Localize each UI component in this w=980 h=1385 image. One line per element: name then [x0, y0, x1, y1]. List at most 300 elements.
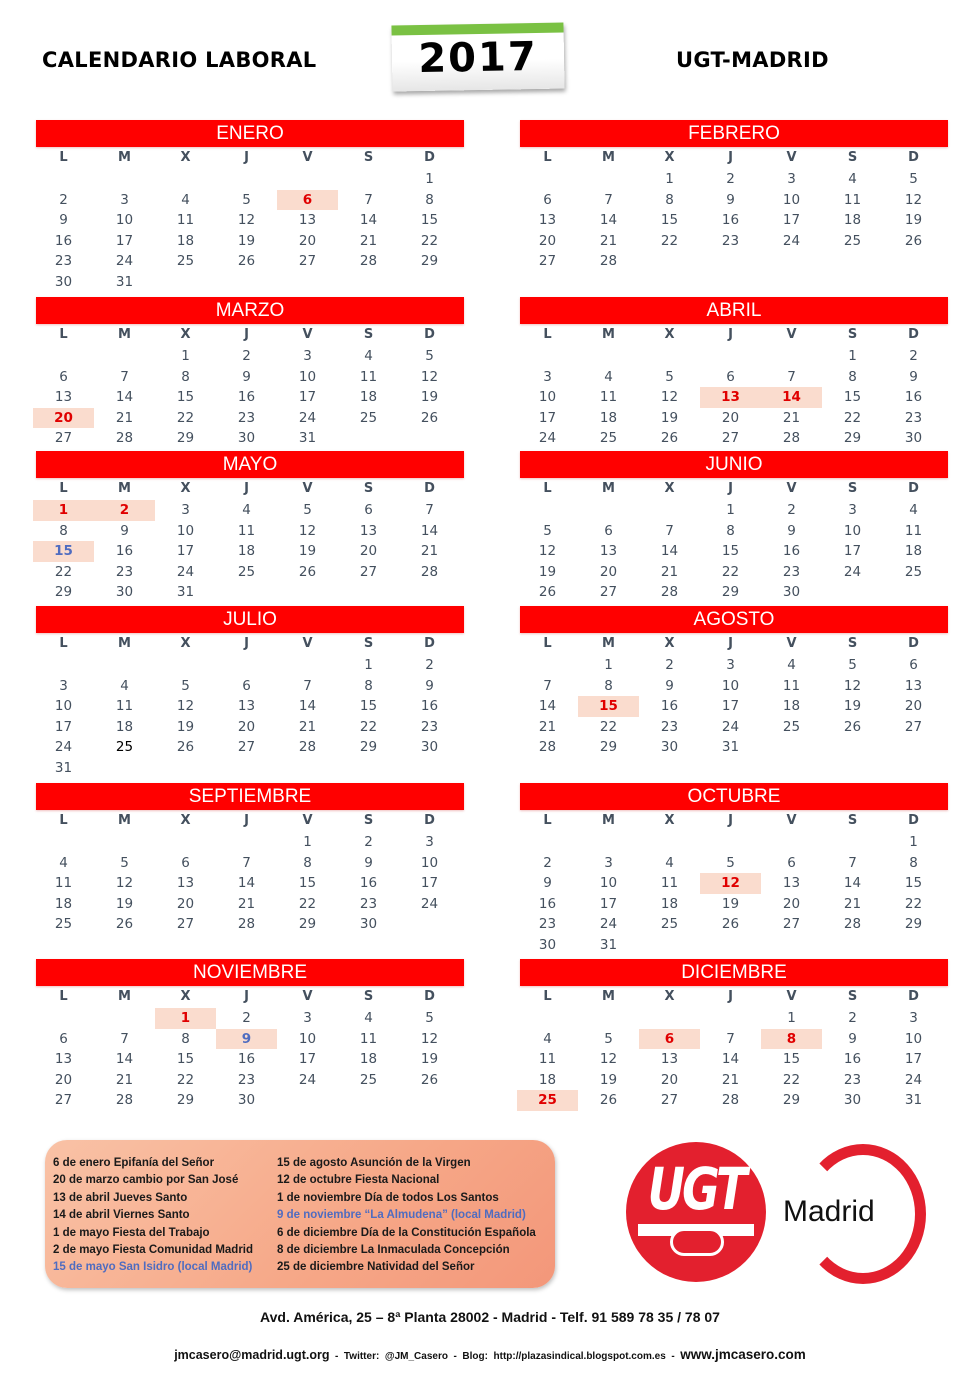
day-cell: 18 [599, 409, 618, 426]
month-title: MAYO [36, 451, 464, 478]
day-cell: 10 [298, 1030, 317, 1047]
day-cell: 27 [359, 563, 378, 580]
day-cell: 23 [721, 232, 740, 249]
day-cell: 12 [538, 543, 557, 559]
holiday-day-cell: 25 [517, 1090, 578, 1111]
day-cell: 9 [543, 875, 552, 891]
day-cell: 24 [176, 563, 195, 580]
day-cell: 3 [120, 191, 129, 208]
empty-cell [700, 832, 761, 853]
day-cell: 19 [843, 698, 862, 714]
day-cell: 16 [782, 543, 801, 559]
day-cell: 7 [543, 677, 552, 694]
day-cell: 24 [298, 409, 317, 426]
legend-local-holiday: 9 de noviembre “La Almudena” (local Madrid) [277, 1209, 526, 1222]
weekday-label: J [728, 989, 733, 1004]
day-cell: 26 [420, 409, 439, 426]
day-cell: 10 [54, 698, 73, 714]
day-cell: 18 [359, 1051, 378, 1067]
weekday-label: M [602, 636, 615, 651]
day-cell: 2 [909, 348, 918, 364]
day-cell: 4 [242, 502, 251, 518]
day-cell: 5 [604, 1030, 613, 1047]
day-cell: 5 [665, 368, 674, 385]
month-grid [517, 633, 948, 758]
weekday-label: D [424, 150, 435, 165]
month-title: DICIEMBRE [520, 959, 948, 986]
weekday-label: J [728, 813, 733, 828]
day-cell: 25 [843, 232, 862, 249]
empty-cell [578, 500, 639, 521]
day-cell: 12 [115, 875, 134, 891]
empty-cell [155, 832, 216, 853]
day-cell: 14 [721, 1051, 740, 1067]
day-cell: 16 [237, 389, 256, 405]
weekday-label: M [602, 989, 615, 1004]
day-cell: 27 [54, 430, 73, 446]
legend-holiday: 15 de agosto Asunción de la Virgen [277, 1157, 471, 1169]
footer-website-link[interactable]: www.jmcasero.com [680, 1347, 806, 1362]
day-cell: 28 [843, 916, 862, 932]
legend-holiday: 14 de abril Viernes Santo [53, 1209, 190, 1222]
day-cell: 28 [237, 916, 256, 932]
day-cell: 30 [420, 739, 439, 755]
weekday-label: D [424, 636, 435, 651]
day-cell: 21 [660, 563, 679, 580]
day-cell: 15 [176, 389, 195, 405]
weekday-label: L [543, 989, 552, 1004]
weekday-label: V [302, 813, 313, 828]
weekday-label: S [363, 150, 374, 165]
day-cell: 1 [787, 1010, 796, 1026]
day-cell: 28 [721, 1092, 740, 1108]
day-cell: 13 [904, 677, 923, 694]
day-cell: 6 [787, 854, 796, 871]
day-cell: 16 [721, 212, 740, 228]
empty-cell [94, 169, 155, 190]
day-cell: 17 [843, 543, 862, 559]
weekday-label: V [786, 636, 797, 651]
day-cell: 2 [726, 171, 735, 187]
legend-holiday: 25 de diciembre Natividad del Señor [277, 1261, 475, 1274]
day-cell: 11 [359, 1030, 378, 1047]
day-cell: 11 [237, 522, 256, 539]
holiday-day-cell: 12 [700, 873, 761, 894]
weekday-label: S [363, 813, 374, 828]
holiday-day-cell: 15 [578, 696, 639, 717]
day-cell: 31 [721, 739, 740, 755]
holiday-day-cell: 6 [277, 190, 338, 211]
day-cell: 7 [665, 522, 674, 539]
day-cell: 22 [599, 718, 618, 735]
day-cell: 17 [599, 895, 618, 912]
day-cell: 21 [599, 232, 618, 249]
day-cell: 17 [538, 409, 557, 426]
day-cell: 11 [660, 875, 679, 891]
day-cell: 17 [54, 718, 73, 735]
day-cell: 27 [176, 916, 195, 932]
weekday-label: S [847, 327, 858, 342]
day-cell: 15 [843, 389, 862, 405]
day-cell: 24 [904, 1071, 923, 1088]
day-cell: 7 [726, 1030, 735, 1047]
day-cell: 23 [538, 916, 557, 932]
day-cell: 24 [599, 916, 618, 932]
weekday-label: J [728, 327, 733, 342]
day-cell: 26 [660, 430, 679, 446]
day-cell: 2 [425, 657, 434, 673]
day-cell: 20 [660, 1071, 679, 1088]
day-cell: 3 [726, 657, 735, 673]
day-cell: 15 [660, 212, 679, 228]
month-title: FEBRERO [520, 120, 948, 147]
day-cell: 17 [298, 1051, 317, 1067]
day-cell: 27 [538, 253, 557, 269]
holiday-day-cell: 2 [94, 500, 155, 521]
month-title: AGOSTO [520, 606, 948, 633]
day-cell: 26 [843, 718, 862, 735]
day-cell: 8 [665, 191, 674, 208]
day-cell: 29 [176, 430, 195, 446]
month-diciembre [520, 959, 948, 1111]
weekday-label: D [908, 481, 919, 496]
weekday-label: D [908, 636, 919, 651]
day-cell: 18 [904, 543, 923, 559]
title-calendario-laboral: CALENDARIO LABORAL [42, 48, 317, 72]
empty-cell [338, 169, 399, 190]
day-cell: 14 [660, 543, 679, 559]
day-cell: 22 [176, 1071, 195, 1088]
empty-cell [277, 655, 338, 676]
weekday-label: D [908, 989, 919, 1004]
weekday-label: V [786, 327, 797, 342]
day-cell: 27 [599, 584, 618, 600]
day-cell: 23 [237, 409, 256, 426]
day-cell: 16 [54, 232, 73, 249]
day-cell: 23 [54, 253, 73, 269]
weekday-label: X [180, 150, 191, 165]
weekday-label: X [664, 327, 675, 342]
day-cell: 5 [181, 677, 190, 694]
weekday-label: D [424, 989, 435, 1004]
day-cell: 24 [115, 253, 134, 269]
empty-cell [33, 169, 94, 190]
day-cell: 9 [665, 677, 674, 694]
month-title: JUNIO [520, 451, 948, 478]
day-cell: 10 [176, 522, 195, 539]
day-cell: 7 [120, 1030, 129, 1047]
day-cell: 15 [420, 212, 439, 228]
day-cell: 20 [721, 409, 740, 426]
day-cell: 19 [237, 232, 256, 249]
local-holiday-day-cell: 15 [33, 541, 94, 562]
empty-cell [33, 655, 94, 676]
day-cell: 18 [359, 389, 378, 405]
month-title: ENERO [36, 120, 464, 147]
day-cell: 14 [420, 522, 439, 539]
day-cell: 1 [848, 348, 857, 364]
day-cell: 28 [660, 584, 679, 600]
empty-cell [33, 1008, 94, 1029]
day-cell: 9 [726, 191, 735, 208]
day-cell: 27 [298, 253, 317, 269]
weekday-label: X [180, 327, 191, 342]
day-cell: 24 [721, 718, 740, 735]
day-cell: 24 [843, 563, 862, 580]
empty-cell [33, 832, 94, 853]
weekday-label: X [180, 481, 191, 496]
day-cell: 22 [782, 1071, 801, 1088]
holidays-legend [45, 1140, 555, 1288]
day-cell: 3 [59, 677, 68, 694]
day-cell: 31 [54, 759, 73, 776]
separator: - [665, 1351, 681, 1362]
day-cell: 11 [176, 212, 195, 228]
day-cell: 19 [420, 1051, 439, 1067]
day-cell: 28 [599, 253, 618, 269]
separator: - [329, 1351, 344, 1362]
day-cell: 10 [420, 854, 439, 871]
empty-cell [277, 169, 338, 190]
weekday-label: J [244, 327, 249, 342]
day-cell: 8 [181, 368, 190, 385]
day-cell: 3 [303, 1010, 312, 1026]
footer-contact [0, 1346, 980, 1364]
month-title: SEPTIEMBRE [36, 783, 464, 810]
weekday-label: J [244, 636, 249, 651]
weekday-label: L [59, 813, 68, 828]
day-cell: 22 [298, 895, 317, 912]
handshake-icon [670, 1228, 724, 1256]
day-cell: 22 [359, 718, 378, 735]
day-cell: 7 [787, 368, 796, 385]
day-cell: 4 [604, 368, 613, 385]
day-cell: 31 [115, 273, 134, 290]
day-cell: 3 [181, 502, 190, 518]
day-cell: 26 [904, 232, 923, 249]
empty-cell [94, 655, 155, 676]
day-cell: 14 [599, 212, 618, 228]
day-cell: 6 [543, 191, 552, 208]
day-cell: 2 [787, 502, 796, 518]
day-cell: 17 [115, 232, 134, 249]
day-cell: 26 [115, 916, 134, 932]
day-cell: 19 [721, 895, 740, 912]
day-cell: 13 [237, 698, 256, 714]
weekday-label: M [602, 481, 615, 496]
day-cell: 23 [115, 563, 134, 580]
day-cell: 8 [303, 854, 312, 871]
day-cell: 25 [237, 563, 256, 580]
day-cell: 22 [660, 232, 679, 249]
day-cell: 4 [787, 657, 796, 673]
day-cell: 4 [181, 191, 190, 208]
day-cell: 29 [782, 1092, 801, 1108]
day-cell: 10 [298, 368, 317, 385]
day-cell: 12 [843, 677, 862, 694]
weekday-label: J [244, 989, 249, 1004]
weekday-label: X [180, 636, 191, 651]
day-cell: 13 [782, 875, 801, 891]
day-cell: 7 [425, 502, 434, 518]
day-cell: 2 [848, 1010, 857, 1026]
month-grid [517, 147, 948, 272]
empty-cell [700, 346, 761, 367]
weekday-label: J [728, 636, 733, 651]
day-cell: 27 [782, 916, 801, 932]
day-cell: 29 [420, 253, 439, 269]
weekday-label: D [908, 327, 919, 342]
day-cell: 13 [538, 212, 557, 228]
holiday-day-cell: 8 [761, 1029, 822, 1050]
day-cell: 5 [425, 348, 434, 364]
day-cell: 1 [909, 834, 918, 850]
day-cell: 24 [782, 232, 801, 249]
weekday-label: V [302, 481, 313, 496]
day-cell: 27 [904, 718, 923, 735]
day-cell: 3 [604, 854, 613, 871]
day-cell: 10 [904, 1030, 923, 1047]
empty-cell [155, 655, 216, 676]
month-grid [517, 810, 948, 955]
weekday-label: V [786, 813, 797, 828]
day-cell: 16 [660, 698, 679, 714]
month-grid [33, 147, 464, 292]
weekday-label: J [244, 481, 249, 496]
day-cell: 19 [538, 563, 557, 580]
day-cell: 12 [420, 368, 439, 385]
day-cell: 28 [538, 739, 557, 755]
day-cell: 11 [782, 677, 801, 694]
day-cell: 7 [604, 191, 613, 208]
weekday-label: L [543, 327, 552, 342]
empty-cell [639, 832, 700, 853]
weekday-label: S [847, 989, 858, 1004]
day-cell: 25 [904, 563, 923, 580]
empty-cell [33, 346, 94, 367]
day-cell: 21 [538, 718, 557, 735]
day-cell: 3 [425, 834, 434, 850]
day-cell: 17 [904, 1051, 923, 1067]
day-cell: 23 [359, 895, 378, 912]
year-label: 2017 [417, 33, 539, 83]
day-cell: 20 [904, 698, 923, 714]
day-cell: 26 [298, 563, 317, 580]
holiday-day-cell: 1 [33, 500, 94, 521]
legend-holiday: 1 de noviembre Día de todos Los Santos [277, 1191, 499, 1204]
weekday-label: D [908, 813, 919, 828]
day-cell: 16 [843, 1051, 862, 1067]
weekday-label: L [59, 150, 68, 165]
day-cell: 26 [176, 739, 195, 755]
footer-twitter-link[interactable]: Twitter: @JM_Casero [343, 1351, 448, 1362]
empty-cell [639, 1008, 700, 1029]
month-junio [520, 451, 948, 603]
month-febrero [520, 120, 948, 272]
month-grid [33, 986, 464, 1111]
day-cell: 10 [721, 677, 740, 694]
weekday-label: S [363, 327, 374, 342]
footer-email-link[interactable]: jmcasero@madrid.ugt.org [174, 1348, 330, 1362]
day-cell: 25 [599, 430, 618, 446]
day-cell: 21 [359, 232, 378, 249]
day-cell: 23 [237, 1071, 256, 1088]
holiday-day-cell: 1 [155, 1008, 216, 1029]
day-cell: 2 [364, 834, 373, 850]
month-noviembre [36, 959, 464, 1111]
day-cell: 11 [538, 1051, 557, 1067]
weekday-label: L [59, 989, 68, 1004]
day-cell: 24 [420, 895, 439, 912]
day-cell: 13 [298, 212, 317, 228]
day-cell: 1 [425, 171, 434, 187]
day-cell: 17 [420, 875, 439, 891]
weekday-label: J [728, 481, 733, 496]
day-cell: 11 [115, 698, 134, 714]
empty-cell [517, 346, 578, 367]
day-cell: 22 [176, 409, 195, 426]
day-cell: 23 [782, 563, 801, 580]
day-cell: 31 [599, 936, 618, 953]
day-cell: 11 [599, 389, 618, 405]
local-holiday-day-cell: 9 [216, 1029, 277, 1050]
day-cell: 29 [843, 430, 862, 446]
empty-cell [700, 1008, 761, 1029]
month-title: NOVIEMBRE [36, 959, 464, 986]
day-cell: 6 [242, 677, 251, 694]
day-cell: 5 [425, 1010, 434, 1026]
day-cell: 14 [115, 389, 134, 405]
holiday-day-cell: 13 [700, 387, 761, 408]
day-cell: 11 [904, 522, 923, 539]
day-cell: 12 [176, 698, 195, 714]
day-cell: 23 [904, 409, 923, 426]
day-cell: 16 [904, 389, 923, 405]
weekday-label: M [118, 636, 131, 651]
day-cell: 27 [237, 739, 256, 755]
day-cell: 14 [359, 212, 378, 228]
weekday-label: L [543, 481, 552, 496]
weekday-label: X [664, 150, 675, 165]
day-cell: 6 [604, 522, 613, 539]
day-cell: 21 [298, 718, 317, 735]
empty-cell [517, 655, 578, 676]
weekday-label: S [847, 636, 858, 651]
day-cell: 26 [599, 1092, 618, 1108]
logo-madrid-text: Madrid [783, 1195, 875, 1228]
day-cell: 21 [115, 1071, 134, 1088]
legend-holiday: 6 de diciembre Día de la Constitución Española [277, 1226, 536, 1239]
day-cell: 21 [237, 895, 256, 912]
holiday-day-cell: 20 [33, 408, 94, 429]
day-cell: 4 [120, 677, 129, 694]
day-cell: 4 [665, 854, 674, 871]
month-title: MARZO [36, 297, 464, 324]
day-cell: 6 [726, 368, 735, 385]
weekday-label: L [543, 150, 552, 165]
holiday-day-cell: 14 [761, 387, 822, 408]
day-cell: 28 [782, 430, 801, 446]
day-cell: 3 [848, 502, 857, 518]
weekday-label: L [59, 481, 68, 496]
day-cell: 17 [298, 389, 317, 405]
empty-cell [155, 169, 216, 190]
day-cell: 17 [782, 212, 801, 228]
weekday-label: V [786, 150, 797, 165]
footer-blog-link[interactable]: Blog: http://plazasindical.blogspot.com.es [462, 1351, 666, 1362]
month-grid [33, 478, 464, 603]
day-cell: 3 [303, 348, 312, 364]
